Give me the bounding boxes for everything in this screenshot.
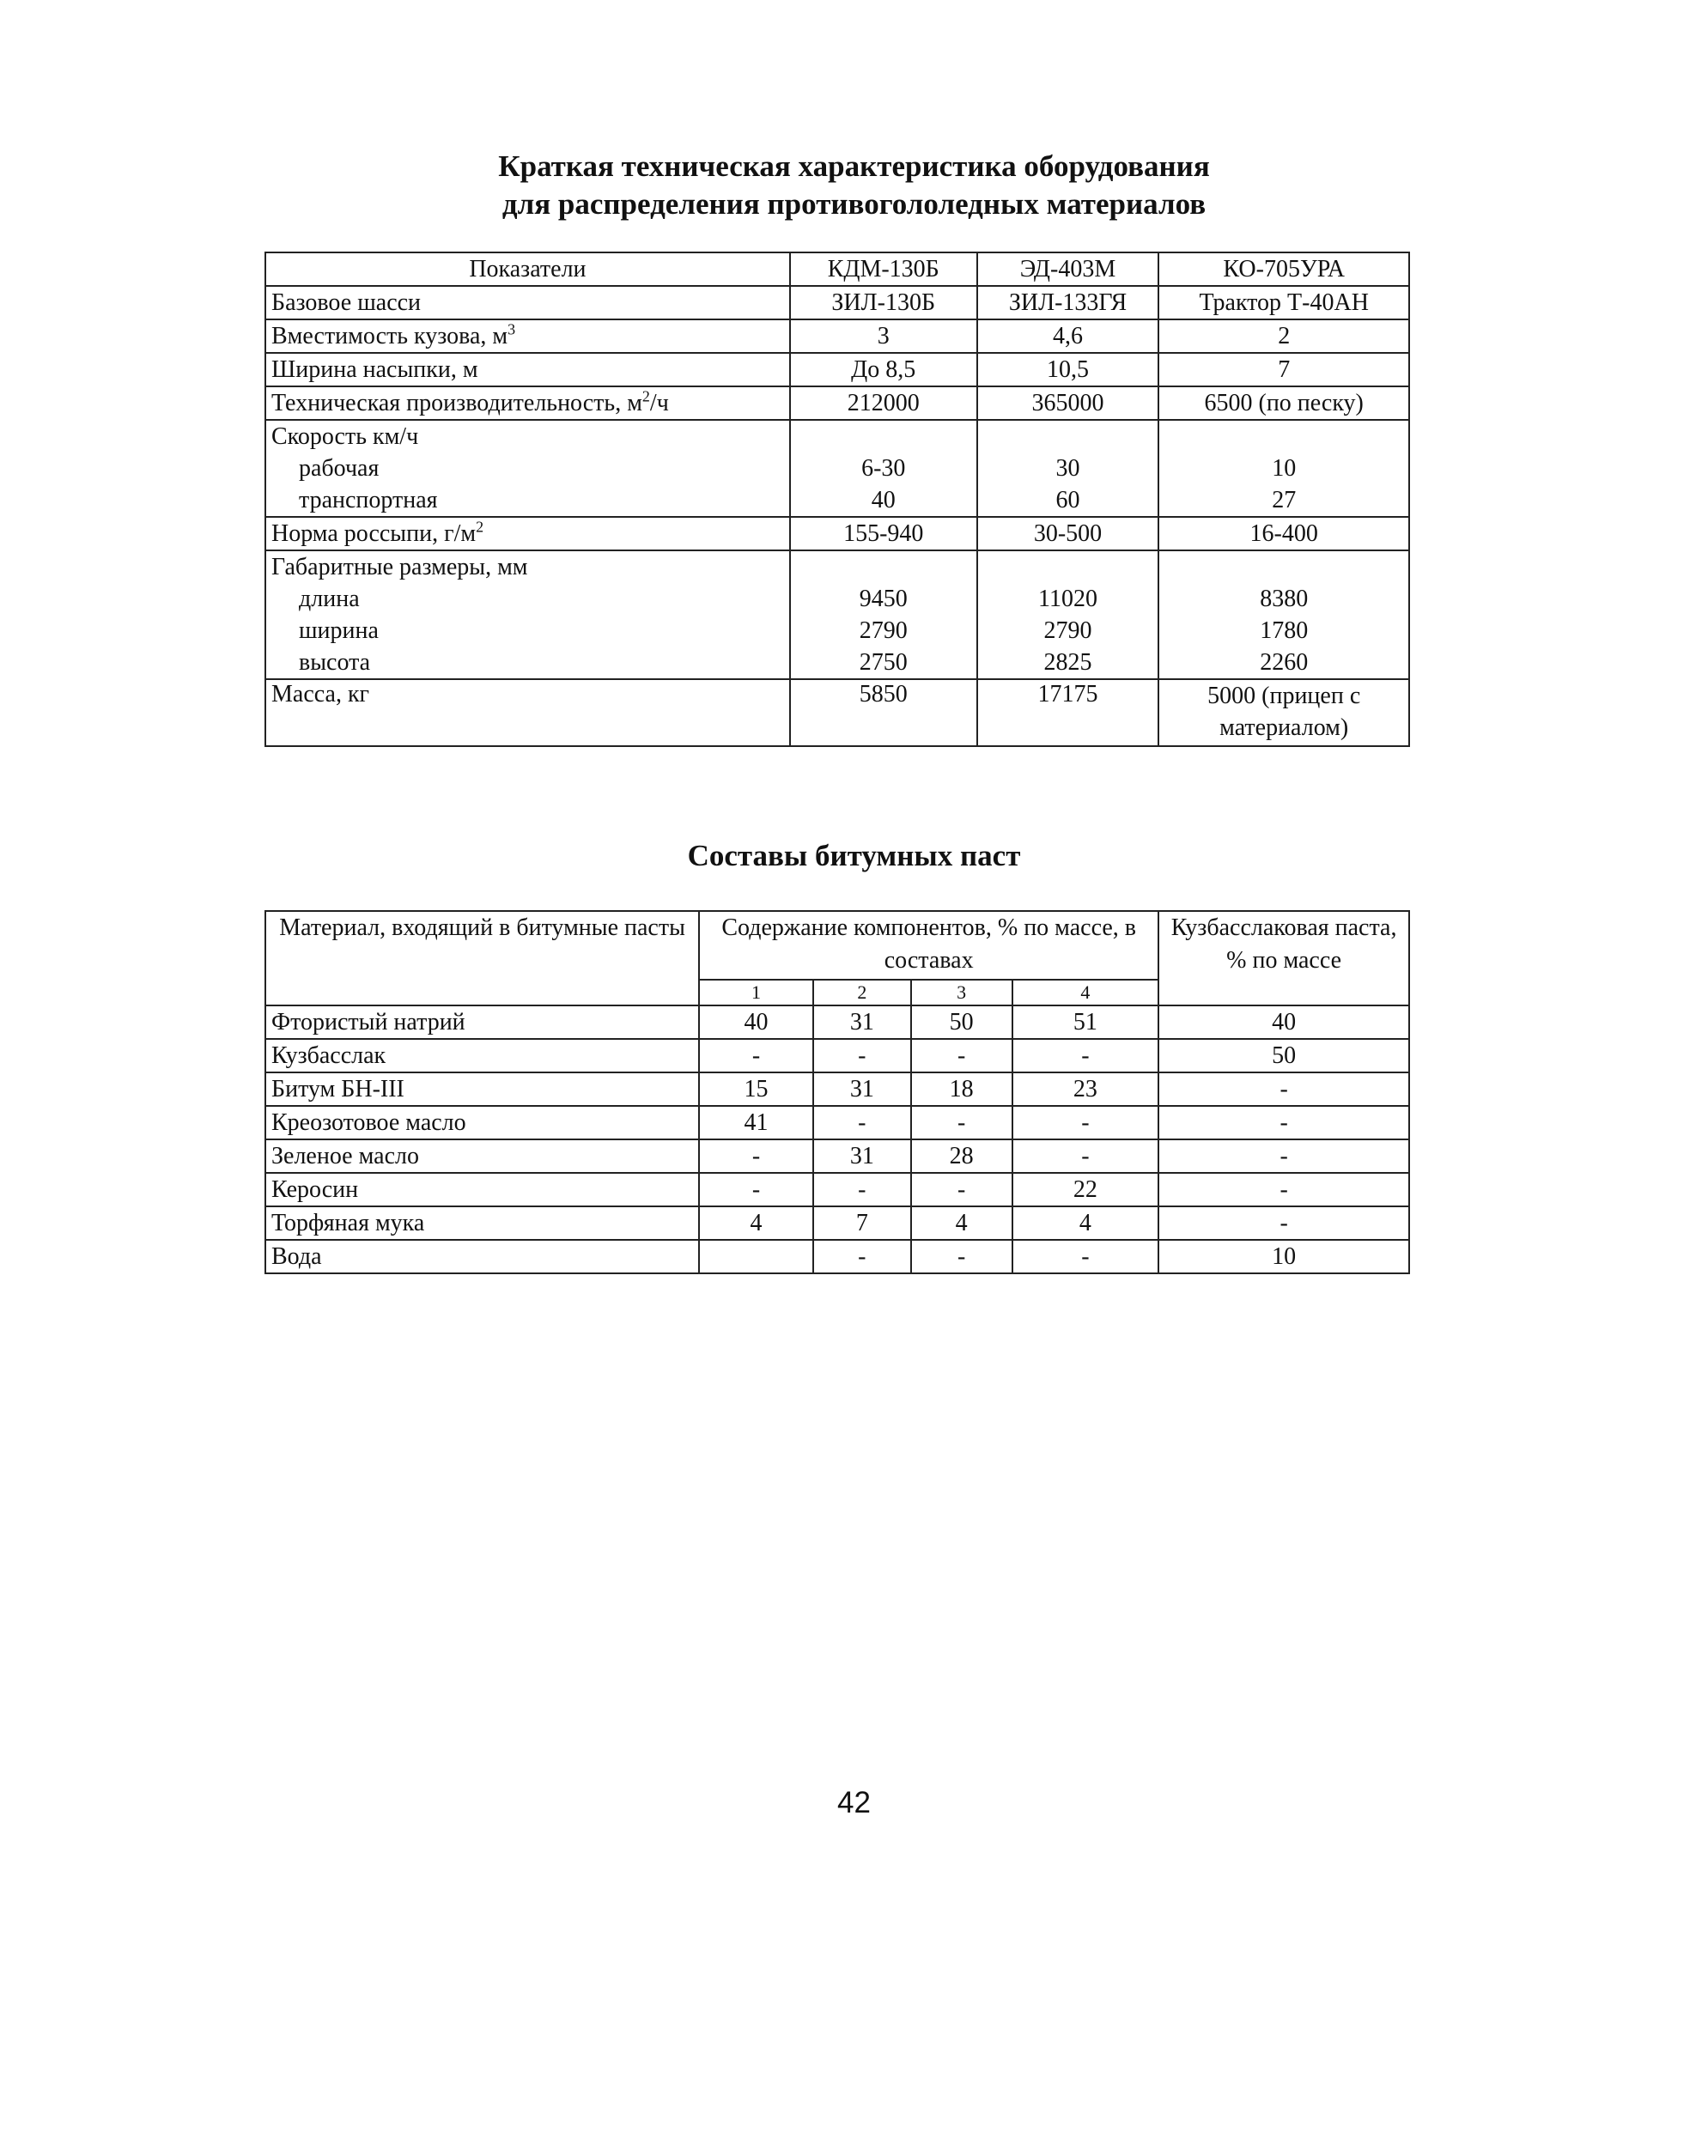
row-label: Ширина насыпки, м: [265, 353, 790, 386]
cell-value: 155-940: [790, 517, 977, 550]
table-row: [265, 319, 1409, 353]
cell-value: 28: [911, 1139, 1012, 1173]
cell-value: 365000: [977, 386, 1159, 420]
cell-value: Трактор Т-40АН: [1158, 286, 1409, 319]
row-sublabel: транспортная: [265, 484, 790, 517]
cell-value: 22: [1012, 1173, 1159, 1206]
cell-value: 17175: [977, 679, 1159, 746]
unit-exponent: 3: [508, 320, 516, 338]
cell-value: До 8,5: [790, 353, 977, 386]
row-label: Базовое шасси: [265, 286, 790, 319]
cell-value: [790, 550, 977, 583]
cell-value: -: [813, 1240, 911, 1273]
row-group-label: Скорость км/ч: [265, 420, 790, 452]
header-cell: КО-705УРА: [1158, 252, 1409, 286]
cell-value: 60: [977, 484, 1159, 517]
cell-value: -: [911, 1106, 1012, 1139]
cell-value: 11020: [977, 583, 1159, 615]
cell-value: 10: [1158, 452, 1409, 484]
table-row: [265, 583, 1409, 615]
cell-value: 50: [1158, 1039, 1409, 1072]
subheader-cell: 2: [813, 980, 911, 1005]
cell-value: 4,6: [977, 319, 1159, 353]
table-row: [265, 1206, 1409, 1240]
cell-value: -: [1158, 1072, 1409, 1106]
cell-value: -: [1158, 1139, 1409, 1173]
row-group-label: Габаритные размеры, мм: [265, 550, 790, 583]
subheader-cell: 3: [911, 980, 1012, 1005]
table-row: [265, 647, 1409, 679]
table-row: [265, 615, 1409, 647]
header-cell: Содержание компонентов, % по массе, в составах: [699, 911, 1158, 980]
cell-value: -: [699, 1139, 813, 1173]
table-header-row: [265, 911, 1409, 980]
table-row: [265, 353, 1409, 386]
cell-value: [699, 1240, 813, 1273]
row-label: Вода: [265, 1240, 699, 1273]
cell-value: 50: [911, 1005, 1012, 1039]
cell-value: -: [813, 1173, 911, 1206]
cell-value: -: [911, 1173, 1012, 1206]
table-row: [265, 286, 1409, 319]
cell-value: 31: [813, 1139, 911, 1173]
cell-value: 7: [1158, 353, 1409, 386]
row-label: [265, 386, 790, 420]
cell-value: -: [1158, 1106, 1409, 1139]
cell-value: 4: [911, 1206, 1012, 1240]
title-line-2: для распределения противогололедных материалов: [501, 187, 1207, 221]
cell-value: [1158, 550, 1409, 583]
cell-value: 9450: [790, 583, 977, 615]
cell-value: 18: [911, 1072, 1012, 1106]
cell-value: 23: [1012, 1072, 1159, 1106]
cell-value: 40: [790, 484, 977, 517]
cell-value: 7: [813, 1206, 911, 1240]
row-sublabel: длина: [265, 583, 790, 615]
cell-value: -: [1012, 1039, 1159, 1072]
page-title: [0, 148, 1708, 223]
tech-spec-table: [264, 252, 1410, 747]
cell-value: [977, 420, 1159, 452]
cell-value: -: [813, 1106, 911, 1139]
table-row: [265, 452, 1409, 484]
row-label: [265, 517, 790, 550]
cell-value: -: [911, 1039, 1012, 1072]
cell-value: 27: [1158, 484, 1409, 517]
cell-value: ЗИЛ-130Б: [790, 286, 977, 319]
cell-value: 51: [1012, 1005, 1159, 1039]
cell-value: 31: [813, 1072, 911, 1106]
cell-value: 6500 (по песку): [1158, 386, 1409, 420]
cell-value: 40: [1158, 1005, 1409, 1039]
cell-value: -: [699, 1173, 813, 1206]
cell-value: 1780: [1158, 615, 1409, 647]
cell-value: 15: [699, 1072, 813, 1106]
cell-value: 30: [977, 452, 1159, 484]
cell-value: 3: [790, 319, 977, 353]
row-label-text: Вместимость кузова, м: [271, 323, 508, 349]
table-row: [265, 386, 1409, 420]
cell-value: -: [813, 1039, 911, 1072]
title-line-1: Краткая техническая характеристика оборудования: [498, 149, 1210, 183]
header-cell: Материал, входящий в битумные пасты: [265, 911, 699, 1005]
cell-value: 2825: [977, 647, 1159, 679]
subheader-cell: 1: [699, 980, 813, 1005]
cell-value: -: [1012, 1240, 1159, 1273]
row-label: Битум БН-III: [265, 1072, 699, 1106]
cell-value: 2790: [790, 615, 977, 647]
cell-value: -: [1012, 1106, 1159, 1139]
table-row: [265, 1139, 1409, 1173]
cell-value: 41: [699, 1106, 813, 1139]
cell-value: 212000: [790, 386, 977, 420]
section-title: Составы битумных паст: [687, 839, 1021, 872]
table-row: [265, 517, 1409, 550]
cell-value: 31: [813, 1005, 911, 1039]
cell-value: 5000 (прицеп с материалом): [1158, 679, 1409, 746]
page-number: 42: [837, 1786, 871, 1819]
cell-value: [790, 420, 977, 452]
cell-value: 2750: [790, 647, 977, 679]
header-cell: КДМ-130Б: [790, 252, 977, 286]
cell-value: 5850: [790, 679, 977, 746]
unit-exponent: 2: [641, 387, 650, 405]
row-sublabel: ширина: [265, 615, 790, 647]
cell-value: [977, 550, 1159, 583]
cell-value: 40: [699, 1005, 813, 1039]
table-header-row: [265, 252, 1409, 286]
cell-value: -: [1158, 1173, 1409, 1206]
unit-exponent: 2: [476, 518, 484, 536]
row-label: [265, 319, 790, 353]
cell-value: 2790: [977, 615, 1159, 647]
row-label: Кузбасслак: [265, 1039, 699, 1072]
row-label: Торфяная мука: [265, 1206, 699, 1240]
row-label: Фтористый натрий: [265, 1005, 699, 1039]
table-row: [265, 484, 1409, 517]
row-label: Креозотовое масло: [265, 1106, 699, 1139]
row-label: Зеленое масло: [265, 1139, 699, 1173]
row-sublabel: рабочая: [265, 452, 790, 484]
row-label: Масса, кг: [265, 679, 790, 746]
bitumen-paste-table: [264, 910, 1410, 1274]
subheader-cell: 4: [1012, 980, 1159, 1005]
table-row: [265, 420, 1409, 452]
table-row: [265, 1005, 1409, 1039]
cell-value: -: [699, 1039, 813, 1072]
row-label-text: Техническая производительность, м: [271, 390, 642, 416]
cell-value: 4: [699, 1206, 813, 1240]
row-label: Керосин: [265, 1173, 699, 1206]
table-row: [265, 679, 1409, 746]
cell-value: -: [1012, 1139, 1159, 1173]
header-cell: Кузбасслаковая паста, % по массе: [1158, 911, 1409, 1005]
cell-value: ЗИЛ-133ГЯ: [977, 286, 1159, 319]
cell-value: 10: [1158, 1240, 1409, 1273]
cell-value: 8380: [1158, 583, 1409, 615]
table-row: [265, 1173, 1409, 1206]
row-sublabel: высота: [265, 647, 790, 679]
table-row: [265, 1072, 1409, 1106]
cell-value: [1158, 420, 1409, 452]
cell-value: 4: [1012, 1206, 1159, 1240]
table-row: [265, 1240, 1409, 1273]
header-cell: ЭД-403М: [977, 252, 1159, 286]
table-row: [265, 1106, 1409, 1139]
cell-value: 2: [1158, 319, 1409, 353]
row-label-unit: /ч: [649, 390, 669, 416]
cell-value: 30-500: [977, 517, 1159, 550]
cell-value: 16-400: [1158, 517, 1409, 550]
row-label-text: Норма россыпи, г/м: [271, 520, 477, 547]
cell-value: -: [911, 1240, 1012, 1273]
table-row: [265, 550, 1409, 583]
cell-value: 10,5: [977, 353, 1159, 386]
table-row: [265, 1039, 1409, 1072]
cell-value: 6-30: [790, 452, 977, 484]
header-cell: Показатели: [265, 252, 790, 286]
cell-value: -: [1158, 1206, 1409, 1240]
cell-value: 2260: [1158, 647, 1409, 679]
